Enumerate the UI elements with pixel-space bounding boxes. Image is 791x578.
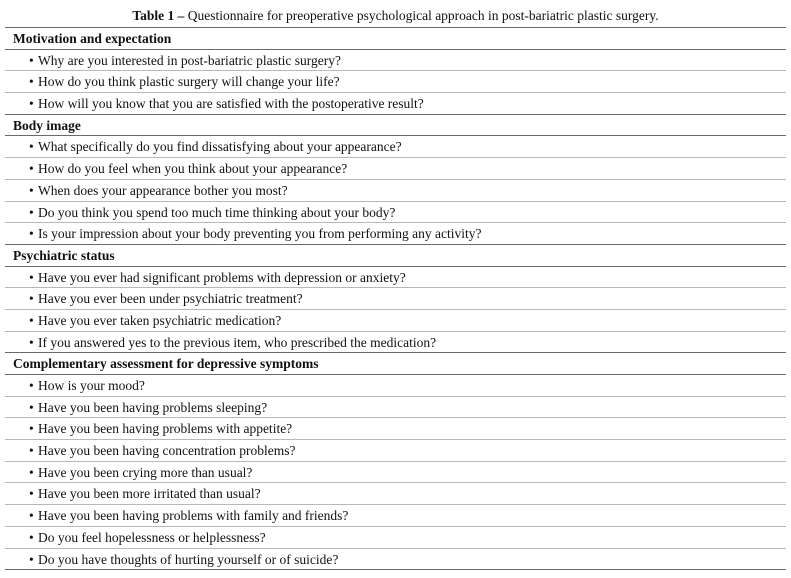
bullet-icon: •: [29, 464, 34, 480]
bullet-icon: •: [29, 52, 34, 68]
bullet-icon: •: [29, 74, 34, 90]
bullet-icon: •: [29, 399, 34, 415]
question-text: Have you ever been under psychiatric treatment?: [38, 291, 303, 307]
question-item: [5, 180, 786, 202]
question-text: Have you been having concentration problems?: [38, 443, 296, 459]
question-text: Have you been having problems with appetite?: [38, 421, 293, 437]
section-heading: Complementary assessment for depressive symptoms: [5, 353, 786, 375]
question-item: [5, 288, 786, 310]
question-item: [5, 71, 786, 93]
question-text: Have you ever taken psychiatric medication?: [38, 312, 282, 328]
bullet-icon: •: [29, 226, 34, 242]
table-caption: [5, 4, 786, 28]
section-heading: Body image: [5, 115, 786, 137]
question-text: How will you know that you are satisfied with the postoperative result?: [38, 96, 424, 112]
bullet-icon: •: [29, 551, 34, 567]
question-item: [5, 93, 786, 115]
bullet-icon: •: [29, 334, 34, 350]
bullet-icon: •: [29, 161, 34, 177]
table-body: [5, 28, 786, 570]
bullet-icon: •: [29, 529, 34, 545]
question-text: Do you think you spend too much time thinking about your body?: [38, 204, 396, 220]
bullet-icon: •: [29, 486, 34, 502]
question-text: How do you feel when you think about your appearance?: [38, 161, 348, 177]
question-text: Why are you interested in post-bariatric plastic surgery?: [38, 52, 342, 68]
question-text: How do you think plastic surgery will change your life?: [38, 74, 340, 90]
question-text: What specifically do you find dissatisfying about your appearance?: [38, 139, 402, 155]
question-text: How is your mood?: [38, 378, 145, 393]
table-caption-text: Questionnaire for preoperative psychological approach in post-bariatric plastic surgery.: [187, 8, 659, 23]
questionnaire-table: [5, 4, 786, 570]
bullet-icon: •: [29, 182, 34, 198]
bullet-icon: •: [29, 508, 34, 524]
table-caption-label: Table 1 –: [132, 8, 185, 23]
question-text: Have you ever had significant problems with depression or anxiety?: [38, 269, 406, 285]
question-text: Do you have thoughts of hurting yourself or of suicide?: [38, 551, 339, 567]
question-item: [5, 418, 786, 440]
question-text: Have you been crying more than usual?: [38, 464, 253, 480]
bullet-icon: •: [29, 204, 34, 220]
question-item: [5, 158, 786, 180]
question-text: When does your appearance bother you most?: [38, 182, 288, 198]
question-text: If you answered yes to the previous item, who prescribed the medication?: [38, 334, 437, 350]
question-item: [5, 462, 786, 484]
question-item: [5, 549, 786, 571]
question-item: [5, 483, 786, 505]
bullet-icon: •: [29, 269, 34, 285]
question-item: [5, 50, 786, 72]
section-heading: Motivation and expectation: [5, 28, 786, 50]
bullet-icon: •: [29, 443, 34, 459]
question-item: [5, 136, 786, 158]
bullet-icon: •: [29, 139, 34, 155]
question-item: [5, 202, 786, 224]
bullet-icon: •: [29, 291, 34, 307]
question-item: [5, 375, 786, 397]
bullet-icon: •: [29, 421, 34, 437]
section-heading: Psychiatric status: [5, 245, 786, 267]
question-text: Do you feel hopelessness or helplessness?: [38, 529, 266, 545]
question-text: Have you been having problems sleeping?: [38, 399, 268, 415]
question-item: [5, 397, 786, 419]
question-item: [5, 310, 786, 332]
bullet-icon: •: [29, 312, 34, 328]
question-item: [5, 440, 786, 462]
question-text: Have you been having problems with family and friends?: [38, 508, 349, 524]
question-item: [5, 223, 786, 245]
question-item: [5, 505, 786, 527]
question-text: Is your impression about your body preventing you from performing any activity?: [38, 226, 482, 242]
bullet-icon: •: [29, 96, 34, 112]
question-item: [5, 267, 786, 289]
bullet-icon: •: [29, 378, 34, 393]
question-text: Have you been more irritated than usual?: [38, 486, 261, 502]
question-item: [5, 527, 786, 549]
question-item: [5, 332, 786, 354]
